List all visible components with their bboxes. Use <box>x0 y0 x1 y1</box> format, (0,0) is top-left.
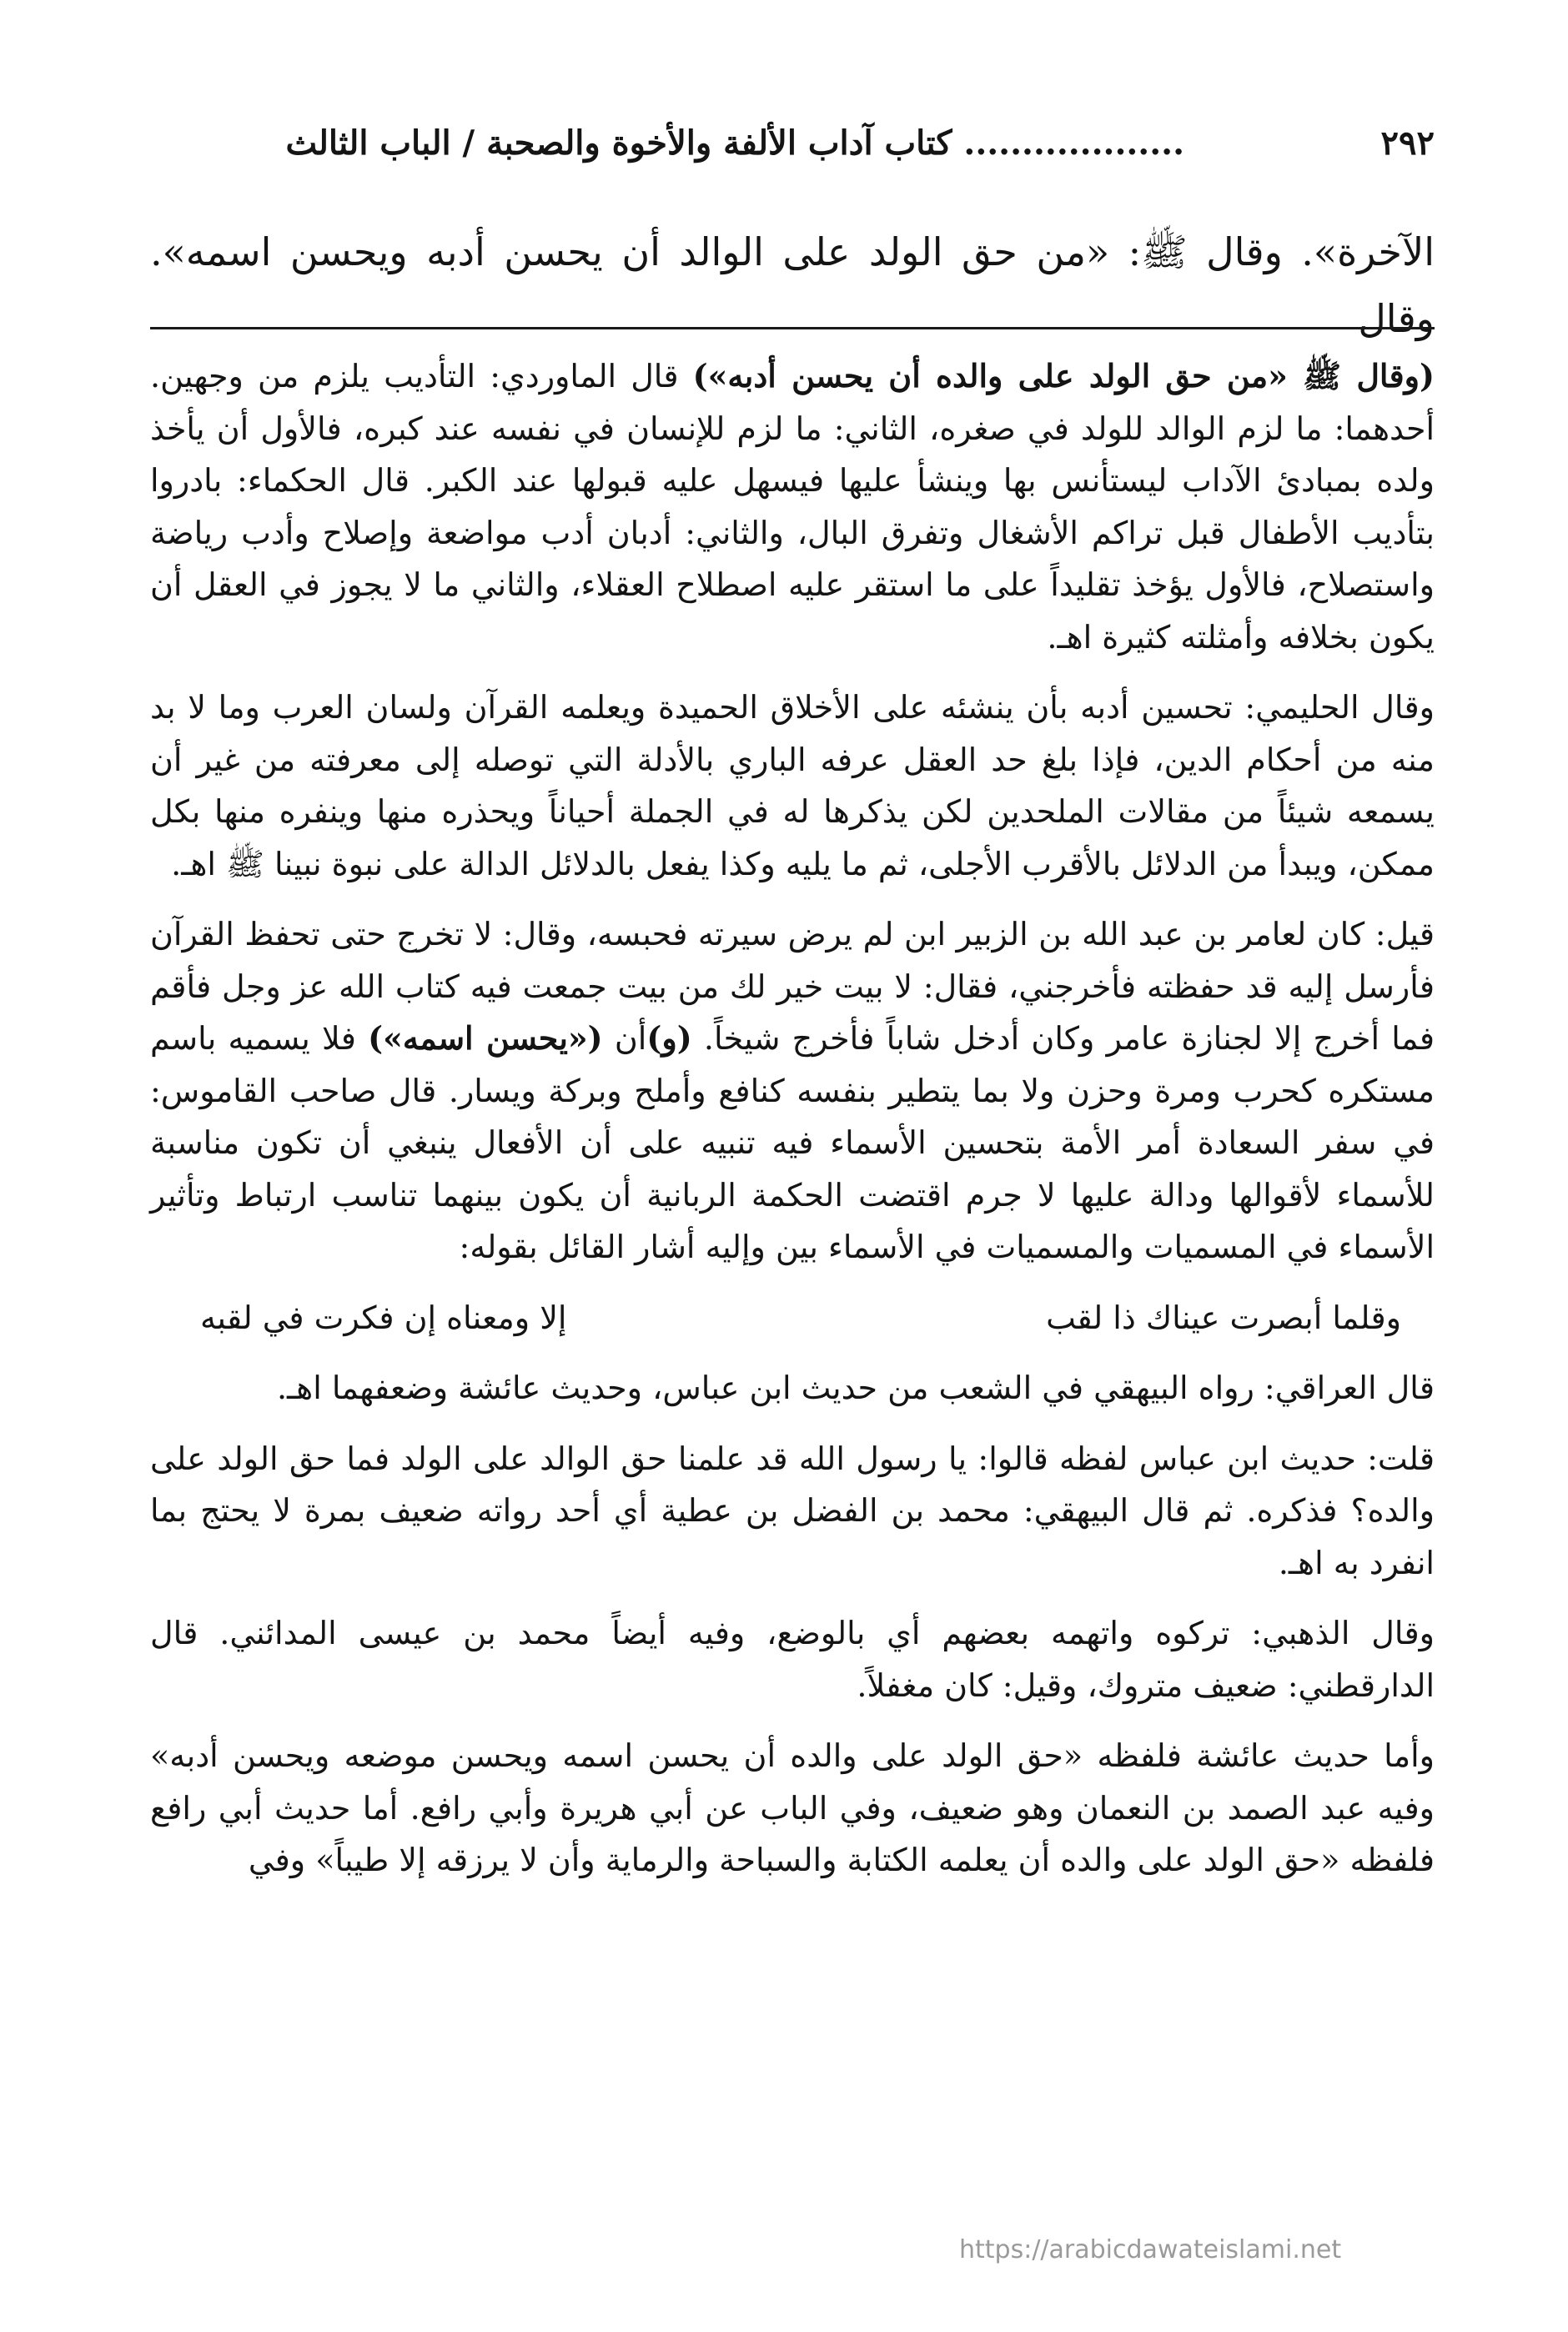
verse-second-hemistich: إلا ومعناه إن فكرت في لقبه <box>200 1299 567 1336</box>
commentary-paragraph-5: قلت: حديث ابن عباس لفظه قالوا: يا رسول الله قد علمنا حق الوالد على الولد فما حق الولد على والده؟ فذكره. ثم قال البيهقي: محمد بن الفضل بن عطية أي أحد رواته ضعيف بمرة لا يحتج بما انفرد به اهـ. <box>150 1440 1435 1581</box>
running-title <box>285 123 1184 163</box>
commentary <box>150 350 1435 1905</box>
main-text: الآخرة». وقال ﷺ: «من حق الولد على الوالد أن يحسن أدبه ويحسن اسمه». وقال <box>150 229 1435 341</box>
commentary-paragraph-3 <box>150 908 1435 1274</box>
watermark-url: https://arabicdawateislami.net <box>959 2235 1342 2264</box>
commentary-paragraph-7: وأما حديث عائشة فلفظه «حق الولد على والده أن يحسن اسمه ويحسن موضعه ويحسن أدبه» وفيه عبد الصمد بن النعمان وهو ضعيف، وفي الباب عن أبي هريرة وأبي رافع. أما حديث أبي رافع فلفظه «حق الولد على والده أن يعلمه الكتابة والسباحة والرماية وأن لا يرزقه إلا طيباً» وفي <box>150 1737 1435 1878</box>
page-number: ٢٩٢ <box>1380 123 1435 163</box>
quoted-hadith-lead: (وقال ﷺ «من حق الولد على والده أن يحسن أدبه») <box>692 357 1435 395</box>
commentary-paragraph-6: وقال الذهبي: تركوه واتهمه بعضهم أي بالوضع، وفيه أيضاً محمد بن عيسى المدائني. قال الدارقطني: ضعيف متروك، وقيل: كان مغفلاً. <box>150 1615 1435 1704</box>
header-dots: ................... <box>963 123 1184 163</box>
commentary-paragraph-4: قال العراقي: رواه البيهقي في الشعب من حديث ابن عباس، وحديث عائشة وضعفهما اهـ. <box>276 1370 1435 1406</box>
header-title: كتاب آداب الألفة والأخوة والصحبة / الباب الثالث <box>285 123 952 163</box>
paragraph-text: قال الماوردي: التأديب يلزم من وجهين. أحدهما: ما لزم الوالد للولد في صغره، الثاني: ما لزم للإنسان في نفسه عند كبره، فالأول أن يأخذ ولده بمبادئ الآداب ليستأنس بها وينشأ عليها فيسهل عليه قبولها عند الكبر. قال الحكماء: بادروا بتأديب الأطفال قبل تراكم الأشغال وتفرق البال، والثاني: أدبان أدب مواضعة وإصلاح وأدب رياضة واستصلاح، فالأول يؤخذ تقليداً على ما استقر عليه اصطلاح العقلاء، والثاني ما لا يجوز في العقل أن يكون بخلافه وأمثلته كثيرة اهـ. <box>150 358 1435 656</box>
separator-rule <box>150 327 1435 329</box>
poetry-verse <box>150 1292 1435 1344</box>
page-header <box>150 117 1435 180</box>
commentary-paragraph-1 <box>150 350 1435 663</box>
paragraph-text: فلا يسميه باسم مستكره كحرب ومرة وحزن ولا بما يتطير بنفسه كنافع وأملح وبركة ويسار. قال صاحب القاموس: في سفر السعادة أمر الأمة بتحسين الأسماء فيه تنبيه على أن الأفعال ينبغي أن تكون مناسبة للأسماء لأقوالها ودالة عليها لا جرم اقتضت الحكمة الربانية أن يكون بينهما تناسب ارتباط وتأثير الأسماء في المسميات والمسميات في الأسماء بين وإليه أشار القائل بقوله: <box>150 1020 1435 1265</box>
verse-first-hemistich: وقلما أبصرت عيناك ذا لقب <box>1046 1299 1401 1336</box>
bold-phrase: («يحسن اسمه») <box>368 1019 603 1057</box>
bold-phrase: (و) <box>646 1019 692 1057</box>
commentary-paragraph-2: وقال الحليمي: تحسين أدبه بأن ينشئه على الأخلاق الحميدة ويعلمه القرآن ولسان العرب وما لا بد منه من أحكام الدين، فإذا بلغ حد العقل عرفه الباري بالأدلة التي توصله إلى معرفته من غير أن يسمعه شيئاً من مقالات الملحدين لكن يذكرها له في الجملة أحياناً ويحذره منها وينفره منها بكل ممكن، ويبدأ من الدلائل بالأقرب الأجلى، ثم ما يليه وكذا يفعل بالدلائل الدالة على نبوة نبينا ﷺ اهـ. <box>150 689 1435 882</box>
book-page <box>150 0 1435 2332</box>
paragraph-text: قيل: كان لعامر بن عبد الله بن الزبير ابن لم يرض سيرته فحبسه، وقال: لا تخرج حتى تحفظ القرآن فأرسل إليه قد حفظته فأخرجني، فقال: لا بيت خير لك من بيت جمعت فيه كتاب الله عز وجل فأقم فما أخرج إلا لجنازة عامر وكان أدخل شاباً فأخرج شيخاً. <box>150 916 1435 1057</box>
paragraph-text: أن <box>602 1020 647 1057</box>
